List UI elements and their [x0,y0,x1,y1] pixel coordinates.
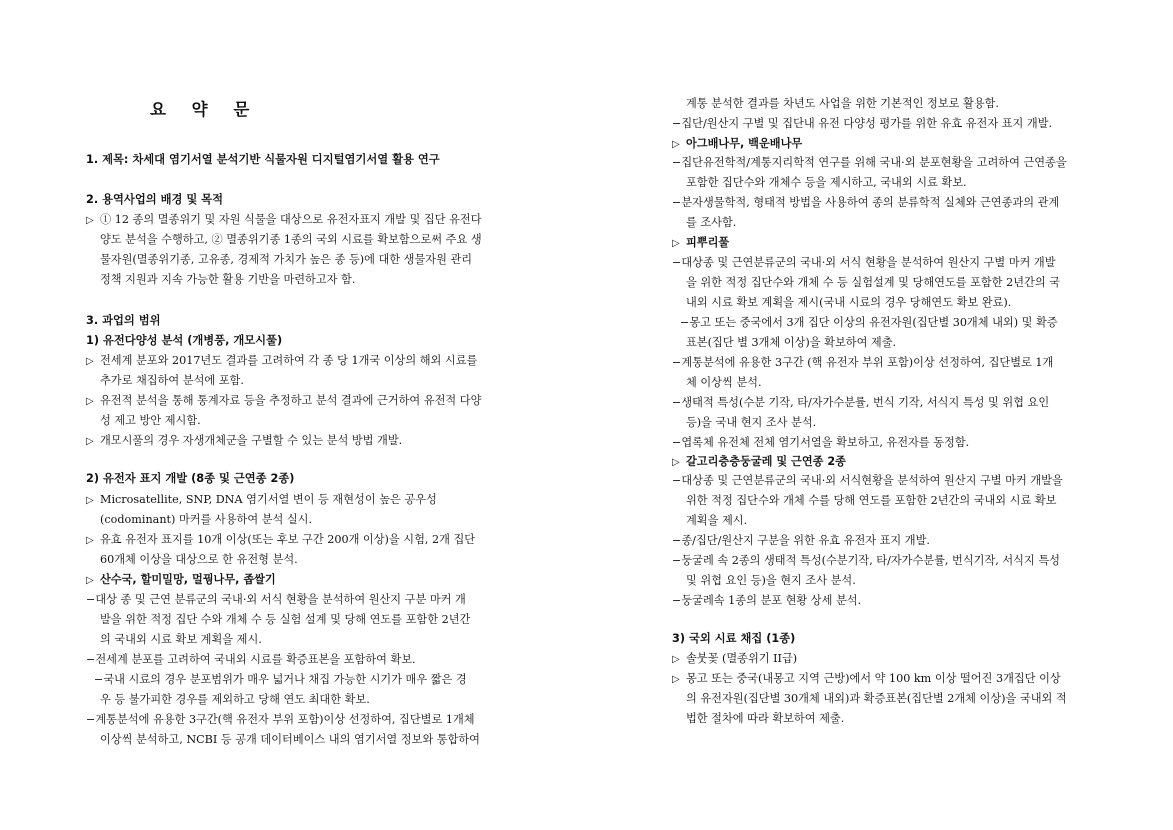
dash-item-cont: 계획을 제시. [686,514,748,527]
subsection-1-heading: 1) 유전다양성 분석 (개병풍, 개모시풀) [86,334,283,347]
section-1-heading: 1. 제목: 차세대 염기서열 분석기반 식물자원 디지털염기서열 활용 연구 [86,153,440,166]
list-item: ▷ Microsatellite, SNP, DNA 염기서열 변이 등 재현성이 높은 공우성 [86,493,437,506]
triangle-marker-icon: ▷ [672,139,680,150]
dash-item-cont: 및 위협 요인 등)을 현지 조사 분석. [686,574,856,587]
list-item: ▷ 전세계 분포와 2017년도 결과를 고려하여 각 종 당 1개국 이상의 해외 시료를 [86,354,478,367]
species-group-heading: ▷ 산수국, 할미밀망, 멀꿩나무, 좁쌀기 [86,573,276,586]
dash-item: −대상종 및 근연분류군의 국내·외 서식 현황을 분석하여 원산지 구별 마커 개발 [672,256,1056,269]
triangle-marker-icon: ▷ [86,396,94,407]
triangle-marker-icon: ▷ [672,654,680,665]
triangle-marker-icon: ▷ [672,674,680,685]
dash-item-cont: 내외 시료 확보 계획을 제시(국내 시료의 경우 당해연도 확보 완료). [686,296,1012,309]
dash-item: −계통분석에 유용한 3구간(핵 유전자 부위 포함)이상 선정하여, 집단별로 1개체 [86,713,475,726]
dash-item: −대상종 및 근연분류군의 국내·외 서식현황을 분석하여 원산지 구별 마커 개발을 [672,474,1063,487]
dash-item: −집단유전학적/계통지리학적 연구를 위해 국내·외 분포현황을 고려하여 근연종을 [672,156,1067,169]
list-item-cont: 의 유전자원(집단별 30개체 내외)과 확증표본(집단별 2개체 이상)을 국내외 적 [686,692,1067,705]
dash-item: −몽고 또는 중국에서 3개 집단 이상의 유전자원(집단별 30개체 내외) 및 확증 [680,316,1058,329]
dash-item-cont: 를 조사함. [686,216,737,229]
dash-item: −대상 종 및 근연 분류군의 국내·외 서식 현황을 분석하여 원산지 구분 마커 개 [86,593,466,606]
section-2-para-line: 정책 지원과 지속 가능한 활용 기반을 마련하고자 함. [100,273,356,286]
list-item-cont: 법한 절차에 따라 확보하여 제출. [686,712,845,725]
list-item: ▷ 유효 유전자 표지를 10개 이상(또는 후보 구간 200개 이상)을 시험, 2개 집단 [86,533,476,546]
dash-item: −전세계 분포를 고려하여 국내외 시료를 확증표본을 포함하여 확보. [86,653,416,666]
section-2-para-line: 양도 분석을 수행하고, ② 멸종위기종 1종의 국외 시료를 확보함으로써 주요 생 [100,233,482,246]
dash-item: −엽록체 유전체 전체 염기서열을 확보하고, 유전자를 동정함. [672,436,970,449]
triangle-marker-icon: ▷ [86,436,94,447]
subsection-2-heading: 2) 유전자 표지 개발 (8종 및 근연종 2종) [86,472,295,485]
dash-item-cont: 등)을 국내 현지 조사 분석. [686,416,817,429]
dash-item: −둥굴레 속 2종의 생태적 특성(수분기작, 타/자가수분률, 번식기작, 서식지 특성 [672,554,1060,567]
triangle-marker-icon: ▷ [672,457,680,468]
dash-item: −둥굴레속 1종의 분포 현황 상세 분석. [672,594,862,607]
triangle-marker-icon: ▷ [672,238,680,249]
section-2-heading: 2. 용역사업의 배경 및 목적 [86,193,224,206]
triangle-marker-icon: ▷ [86,535,94,546]
dash-item: −종/집단/원산지 구분을 위한 유효 유전자 표지 개발. [672,534,930,547]
dash-item-cont: 의 국내외 시료 확보 계획을 제시. [100,633,262,646]
dash-item: −분자생물학적, 형태적 방법을 사용하여 종의 분류학적 실체와 근연종과의 관계 [672,196,1060,209]
dash-item-cont: 체 이상씩 분석. [686,376,762,389]
list-item: ▷ 몽고 또는 중국(내몽고 지역 근방)에서 약 100 km 이상 떨어진 3개집단 이상 [672,672,1061,685]
species-group-heading: ▷ 피뿌리풀 [672,236,730,249]
subsection-3-heading: 3) 국외 시료 채집 (1종) [672,632,796,645]
dash-item-cont: 우 등 불가피한 경우를 제외하고 당해 연도 최대한 확보. [100,693,370,706]
dash-item-cont: 계통 분석한 결과를 차년도 사업을 위한 기본적인 정보로 활용함. [686,97,999,110]
dash-item: −계통분석에 유용한 3구간 (핵 유전자 부위 포함)이상 선정하여, 집단별로 1개 [672,356,1054,369]
triangle-marker-icon: ▷ [86,356,94,367]
species-group-heading: ▷ 갈고리층층둥굴레 및 근연종 2종 [672,455,846,468]
list-item-cont: 추가로 채집하여 분석에 포함. [100,374,244,387]
list-item: ▷ 개모시풀의 경우 자생개체군을 구별할 수 있는 분석 방법 개발. [86,434,403,447]
section-3-heading: 3. 과업의 범위 [86,314,161,327]
list-item-cont: (codominant) 마커를 사용하여 분석 실시. [100,513,313,526]
dash-item-cont: 을 위한 적정 집단수와 개체 수 등 실험설계 및 당해연도를 포함한 2년간의 국 [686,276,1061,289]
dash-item: −국내 시료의 경우 분포범위가 매우 넓거나 채집 가능한 시기가 매우 짧은 경 [94,673,467,686]
list-item-cont: 성 제고 방안 제시함. [100,414,201,427]
dash-item-cont: 이상씩 분석하고, NCBI 등 공개 데이터베이스 내의 염기서열 정보와 통합하여 [100,733,480,746]
section-2-para-line: ▷ ① 12 종의 멸종위기 및 자원 식물을 대상으로 유전자표지 개발 및 집단 유전다 [86,213,482,226]
dash-item-cont: 포함한 집단수와 개체수 등을 제시하고, 국내외 시료 확보. [686,176,967,189]
list-item: ▷ 유전적 분석을 통해 통계자료 등을 추정하고 분석 결과에 근거하여 유전적 다양 [86,394,482,407]
dash-item: −생태적 특성(수분 기작, 타/자가수분률, 번식 기작, 서식지 특성 및 위협 요인 [672,396,1050,409]
dash-item-cont: 발을 위한 적정 집단 수와 개체 수 등 실험 설계 및 당해 연도를 포함한 2년간 [100,613,471,626]
triangle-marker-icon: ▷ [86,215,94,226]
list-item-cont: 60개체 이상을 대상으로 한 유전형 분석. [100,553,298,566]
page-title: 요 약 문 [150,100,260,119]
triangle-marker-icon: ▷ [86,495,94,506]
dash-item: −집단/원산지 구별 및 집단내 유전 다양성 평가를 위한 유효 유전자 표지 개발. [672,117,1053,130]
species-group-heading: ▷ 아그배나무, 백운배나무 [672,137,803,150]
triangle-marker-icon: ▷ [86,575,94,586]
dash-item-cont: 위한 적정 집단수와 개체 수를 당해 연도를 포함한 2년간의 국내외 시료 확보 [686,494,1057,507]
list-item: ▷ 솔붓꽃 (멸종위기 II급) [672,652,798,665]
dash-item-cont: 표본(집단 별 3개체 이상)을 확보하여 제출. [686,336,897,349]
section-2-para-line: 물자원(멸종위기종, 고유종, 경제적 가치가 높은 종 등)에 대한 생물자원 관리 [100,253,473,266]
